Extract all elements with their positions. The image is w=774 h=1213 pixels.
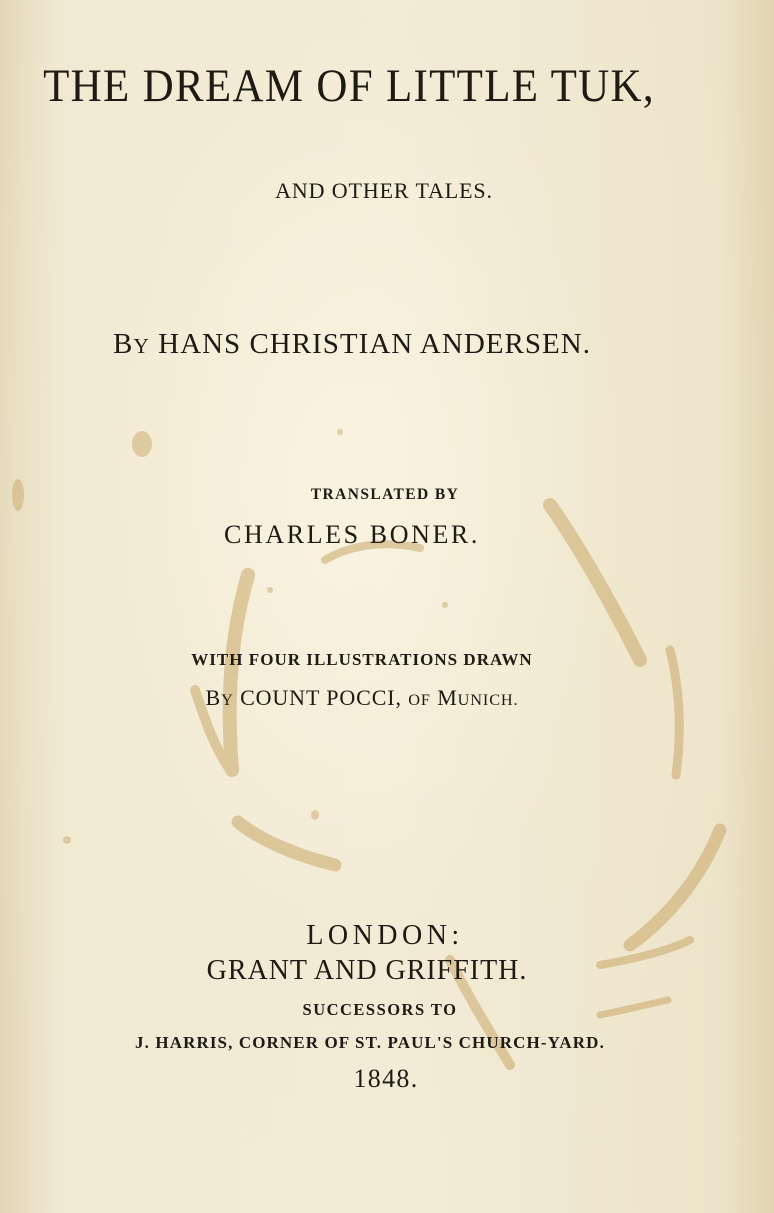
author-name: HANS CHRISTIAN ANDERSEN. <box>158 328 591 360</box>
imprint-year: 1848. <box>353 1064 419 1093</box>
imprint-publisher: GRANT AND GRIFFITH. <box>206 955 528 986</box>
illustrator-line <box>0 685 749 711</box>
imprint-address: J. HARRIS, CORNER OF ST. PAUL'S CHURCH-YARD. <box>135 1033 605 1052</box>
illustrator-by-initial: B <box>205 685 222 710</box>
imprint-successors: SUCCESSORS TO <box>302 1000 458 1019</box>
illustrator-of: OF <box>408 690 431 709</box>
illustrations-line: WITH FOUR ILLUSTRATIONS DRAWN <box>191 650 533 669</box>
author-prefix-rest: Y <box>133 334 150 358</box>
author-line <box>0 328 739 361</box>
translator-name: CHARLES BONER. <box>224 520 480 549</box>
book-subtitle: AND OTHER TALES. <box>275 178 493 203</box>
translated-by-label: TRANSLATED BY <box>310 486 460 503</box>
illustrator-name: COUNT POCCI, <box>240 685 402 710</box>
illustrator-place-rest: UNICH. <box>457 690 519 709</box>
illustrator-by-rest: Y <box>221 690 234 709</box>
illustrator-place-initial: M <box>437 685 458 710</box>
book-title: THE DREAM OF LITTLE TUK, <box>43 61 655 112</box>
imprint-city: LONDON: <box>306 920 464 951</box>
author-prefix-initial: B <box>113 328 134 360</box>
